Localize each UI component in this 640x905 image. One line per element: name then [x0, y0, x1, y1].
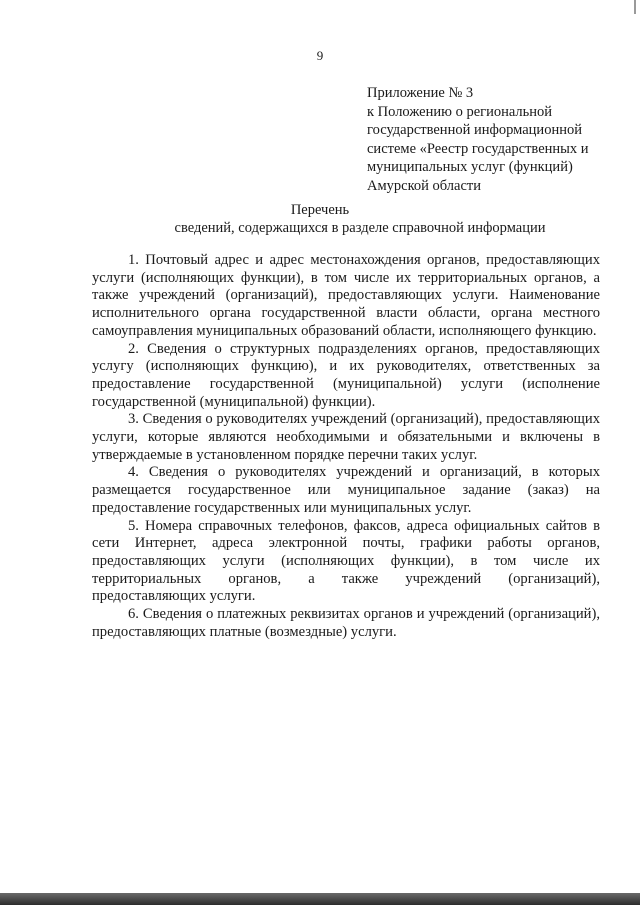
paragraph-3: 3. Сведения о руководителях учреждений (организаций), предоставляющих услуги, которые являются необходимыми и обязательными и включены в утверждаемые в установленном порядке перечни таких услуг.	[92, 411, 600, 463]
scan-bottom-edge	[0, 893, 640, 905]
document-title: Перечень	[290, 202, 350, 218]
paragraph-6: 6. Сведения о платежных реквизитах органов и учреждений (организаций), предоставляющих платные (возмездные) услуги.	[92, 606, 600, 640]
appendix-line: к Положению о региональной	[367, 103, 553, 120]
document-subtitle: сведений, содержащихся в разделе справочной информации	[174, 220, 546, 236]
paragraph-1: 1. Почтовый адрес и адрес местонахождения органов, предоставляющих услуги (исполняющих функции), в том числе их территориальных органов, а также учреждений (организаций), предоставляющих услуги. Наименование исполнительного органа государственной власти области, органа местного самоуправления муниципальных образований области, исполняющего функцию.	[92, 252, 600, 339]
appendix-header	[367, 84, 617, 196]
appendix-line: Амурской области	[367, 177, 481, 194]
appendix-line: государственной информационной	[367, 122, 582, 139]
paragraph-2: 2. Сведения о структурных подразделениях органов, предоставляющих услугу (исполняющих функцию), и их руководителях, ответственных за предоставление государственной (муниципальной) услуги (исполнение государственной (муниципальной) функции).	[92, 340, 600, 410]
scan-edge-mark	[634, 0, 636, 14]
document-body	[92, 252, 600, 641]
paragraph-5: 5. Номера справочных телефонов, факсов, адреса официальных сайтов в сети Интернет, адреса электронной почты, графики работы органов, предоставляющих услуги (исполняющих функции), в том числе их территориальных органов, а также учреждений (организаций), предоставляющих услуги.	[92, 517, 600, 605]
appendix-line: муниципальных услуг (функций)	[367, 159, 573, 176]
paragraph-4: 4. Сведения о руководителях учреждений и организаций, в которых размещается государственное или муниципальное задание (заказ) на предоставление государственных или муниципальных услуг.	[92, 464, 600, 516]
appendix-line: Приложение № 3	[367, 85, 474, 101]
appendix-line: системе «Реестр государственных и	[367, 140, 589, 157]
page-number: 9	[316, 48, 324, 63]
